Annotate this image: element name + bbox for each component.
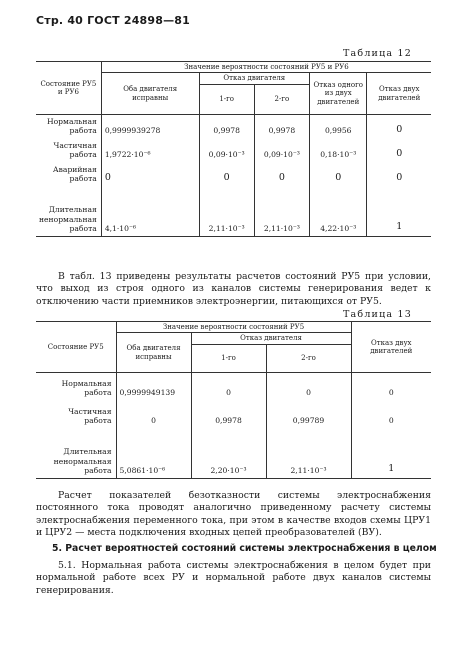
- table-12-header-state: Состояние РУ5 и РУ6: [36, 62, 101, 115]
- row-label: Частичная работа: [36, 138, 101, 162]
- table-13-header-fail: Отказ двигателя: [191, 333, 351, 344]
- table-12-header-fail: Отказ двигателя: [199, 73, 309, 84]
- table-13-header-first: 1-го: [191, 344, 266, 372]
- table-12-header-two: Отказ двух двигателей: [367, 73, 431, 114]
- cell-value: 0,18·10⁻³: [310, 138, 367, 162]
- cell-value: 1,9722·10⁻⁶: [101, 138, 199, 162]
- page-header: Стр. 40 ГОСТ 24898—81: [36, 14, 191, 27]
- table-row: [36, 138, 431, 162]
- cell-value: 0: [199, 162, 254, 186]
- cell-value: 2,11·10⁻³: [254, 186, 309, 236]
- cell-value: 0: [101, 162, 199, 186]
- paragraph-table-13-intro: [36, 271, 431, 308]
- cell-value: 0: [351, 372, 431, 400]
- cell-value: 0,09·10⁻³: [199, 138, 254, 162]
- table-13: [36, 321, 431, 479]
- table-row: [36, 372, 431, 400]
- cell-value: 0: [367, 114, 431, 138]
- row-label: Нормальная работа: [36, 114, 101, 138]
- table-13-header-second: 2-го: [266, 344, 351, 372]
- cell-value: 0: [367, 138, 431, 162]
- table-13-header-group: Значение вероятности состояний РУ5: [116, 322, 351, 333]
- cell-value: 4,1·10⁻⁶: [101, 186, 199, 236]
- cell-value: 0: [266, 372, 351, 400]
- table-row: [36, 428, 431, 478]
- table-row: [36, 162, 431, 186]
- cell-value: 0,9999939278: [101, 114, 199, 138]
- cell-value: 2,11·10⁻³: [266, 428, 351, 478]
- row-label: Частичная работа: [36, 400, 116, 428]
- cell-value: 4,22·10⁻³: [310, 186, 367, 236]
- cell-value: 0,9999949139: [116, 372, 191, 400]
- row-label: Аварийная работа: [36, 162, 101, 186]
- cell-value: 1: [351, 428, 431, 478]
- paragraph-text: В табл. 13 приведены результаты расчетов состояний РУ5 при условии, что выход из строя одного из каналов системы генерирования ведет к отключению части приемников электроэнергии, питающихся от РУ5.: [36, 271, 431, 307]
- table-12-header-both: Оба двигателя исправны: [101, 73, 199, 114]
- cell-value: 2,20·10⁻³: [191, 428, 266, 478]
- table-row: [36, 114, 431, 138]
- table-12-header-second: 2-го: [254, 84, 309, 114]
- cell-value: 0,9978: [254, 114, 309, 138]
- cell-value: 0: [254, 162, 309, 186]
- table-13-header-state: Состояние РУ5: [36, 322, 116, 373]
- row-label: Длительная ненормальная работа: [36, 428, 116, 478]
- table-13-caption: Таблица 13: [343, 309, 412, 320]
- paragraph-text: Расчет показателей безотказности системы электроснабжения постоянного тока проводят аналогично приведенному расчету системы электроснабжения переменного тока, при этом в качестве входов схемы ЦРУ1 и ЦРУ2 — места подключения входных цепей преобразователей (ВУ).: [36, 490, 431, 538]
- table-12-header-one-of-two: Отказ одного из двух двигателей: [310, 73, 367, 114]
- table-13-header-both: Оба двигателя исправны: [116, 333, 191, 372]
- cell-value: 0,9956: [310, 114, 367, 138]
- table-12-header-group: Значение вероятности состояний РУ5 и РУ6: [101, 62, 431, 73]
- cell-value: 0,99789: [266, 400, 351, 428]
- row-label: Нормальная работа: [36, 372, 116, 400]
- section-5-heading: 5. Расчет вероятностей состояний системы электроснабжения в целом: [52, 543, 437, 554]
- cell-value: 0: [116, 400, 191, 428]
- cell-value: 1: [367, 186, 431, 236]
- paragraph-5-1: [36, 560, 431, 597]
- cell-value: 0: [310, 162, 367, 186]
- cell-value: 2,11·10⁻³: [199, 186, 254, 236]
- table-row: [36, 186, 431, 236]
- paragraph-text: 5.1. Нормальная работа системы электроснабжения в целом будет при нормальной работе всех РУ и нормальной работе двух каналов системы генерирования.: [36, 560, 431, 596]
- row-label: Длительная ненормальная работа: [36, 186, 101, 236]
- cell-value: 5,0861·10⁻⁶: [116, 428, 191, 478]
- cell-value: 0,09·10⁻³: [254, 138, 309, 162]
- cell-value: 0: [351, 400, 431, 428]
- table-row: [36, 400, 431, 428]
- cell-value: 0: [367, 162, 431, 186]
- cell-value: 0,9978: [191, 400, 266, 428]
- table-13-header-two: Отказ двух двигателей: [351, 322, 431, 373]
- table-12-header-first: 1-го: [199, 84, 254, 114]
- table-12-caption: Таблица 12: [343, 48, 412, 59]
- cell-value: 0,9978: [199, 114, 254, 138]
- table-12: [36, 61, 431, 237]
- cell-value: 0: [191, 372, 266, 400]
- paragraph-dc-system: [36, 490, 431, 539]
